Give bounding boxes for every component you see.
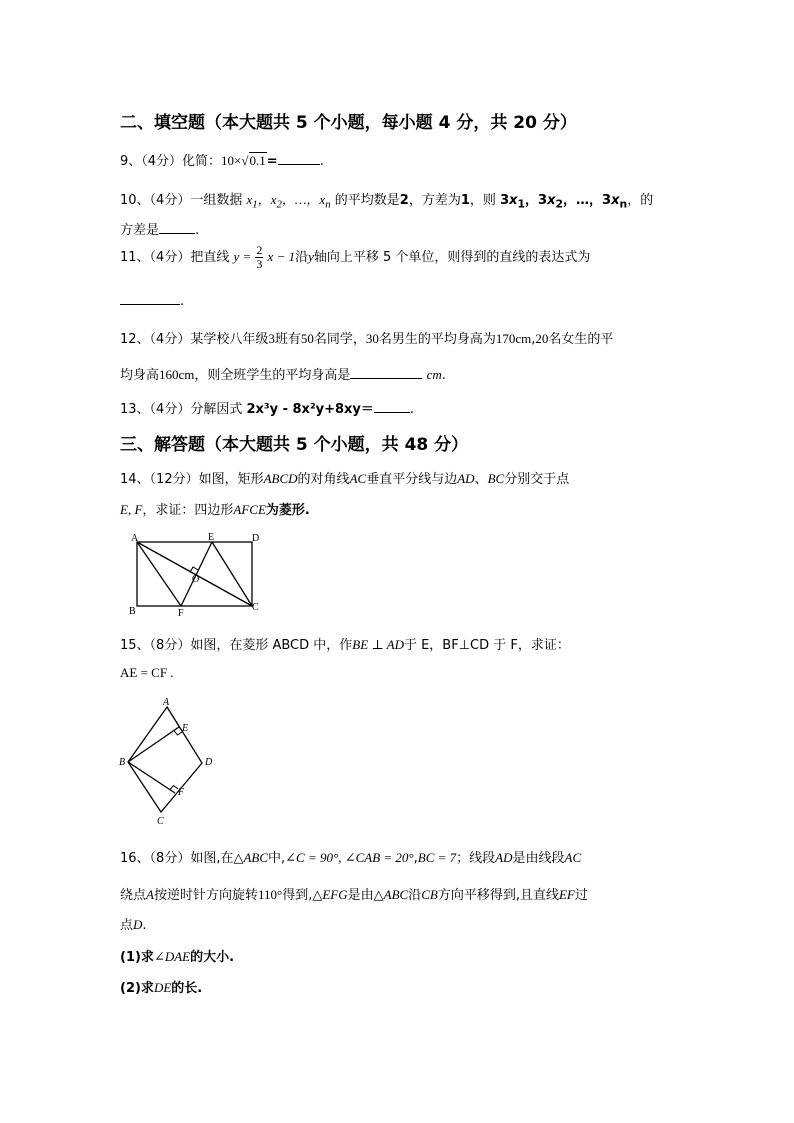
- q12-end: .: [441, 368, 446, 383]
- q16-p4: 是由线段: [512, 851, 565, 866]
- q16-tri: △ABC: [233, 850, 269, 865]
- q15-number: 15、（8分）如图，在菱形 ABCD 中，作: [120, 638, 353, 653]
- q14-p1: 的对角线: [297, 472, 350, 487]
- section-2-title: 二、填空题（本大题共 5 个小题，每小题 4 分，共 20 分）: [120, 113, 577, 133]
- q11-frac-den: 3: [256, 257, 263, 271]
- q16-ad: AD: [495, 850, 513, 865]
- question-16-part1: [120, 946, 234, 965]
- q12-n: 50: [300, 331, 314, 346]
- q12-p2: 名同学，: [313, 332, 366, 347]
- q15-line2: AE = CF .: [120, 665, 174, 680]
- q12-h1: 170cm: [495, 331, 532, 346]
- q15-label-f: F: [178, 787, 185, 798]
- q10-end: .: [195, 223, 200, 238]
- question-16-line3: [120, 914, 147, 933]
- q14-p5: 为菱形.: [265, 503, 310, 518]
- q13-expr: 2x³y - 8x²y+8xy＝: [246, 402, 374, 417]
- section-3-title: 三、解答题（本大题共 5 个小题，共 48 分）: [120, 435, 469, 455]
- q10-answer-blank[interactable]: [159, 221, 195, 234]
- q15-label-d: D: [205, 757, 213, 768]
- q13-end: .: [409, 402, 415, 417]
- q14-label-e: E: [208, 532, 215, 543]
- q10-data: $x_1$，$x_2$，…，$x_n$: [246, 192, 331, 211]
- question-16-line2: [120, 884, 588, 903]
- q9-number: 9、（4分）化简：: [120, 154, 222, 169]
- question-13: [120, 398, 414, 417]
- q16-l2f: 方向平移得到,且直线: [437, 888, 559, 903]
- q16-deg: 110°: [257, 887, 283, 902]
- q10-p1: 的平均数是: [334, 193, 400, 208]
- q14-bc: BC: [487, 471, 505, 486]
- q16-l3b: .: [142, 918, 147, 933]
- q14-ef: E, F: [120, 502, 143, 517]
- q16-sub2a: (2)求: [120, 981, 154, 996]
- q12-girls: 20: [535, 331, 549, 346]
- q16-p1: 中,: [268, 851, 286, 866]
- question-9: [120, 150, 324, 169]
- q13-number: 13、（4分）分解因式: [120, 402, 243, 417]
- q16-ac: AC: [564, 850, 582, 865]
- q11-p1: 沿: [295, 250, 309, 265]
- q9-eq: =: [266, 154, 278, 169]
- q11-end: .: [180, 294, 185, 309]
- q14-p2: 垂直平分线与边: [366, 472, 458, 487]
- q16-cb: CB: [421, 887, 438, 902]
- question-11-line2: [120, 292, 184, 309]
- q15-segment-bf: [128, 762, 175, 793]
- q10-line2: 方差是: [120, 223, 160, 238]
- q16-sub2b: 的长.: [171, 981, 203, 996]
- q14-label-b: B: [129, 606, 136, 616]
- q12-p3: 名男生的平均身高为: [378, 332, 496, 347]
- q12-unit: cm: [426, 367, 442, 382]
- q16-p2: ,: [413, 851, 418, 866]
- q14-ac: AC: [349, 471, 367, 486]
- q12-class: 3: [268, 331, 275, 346]
- q12-line2b: ，则全班学生的平均身高是: [194, 368, 351, 383]
- q10-p2: ，方差为: [408, 193, 461, 208]
- q15-label-b: B: [119, 757, 126, 768]
- question-14-line2: [120, 499, 310, 518]
- q14-abcd: ABCD: [263, 471, 298, 486]
- q9-answer-blank[interactable]: [278, 152, 320, 165]
- q11-fraction: [255, 244, 263, 271]
- q16-bc: BC = 7: [417, 850, 457, 865]
- q16-number: 16、（8分）如图,在: [120, 851, 234, 866]
- q14-label-o: O: [192, 574, 200, 585]
- q12-boys: 30: [365, 331, 379, 346]
- q15-p1: 于 E，BF⊥CD 于 F，求证：: [403, 638, 570, 653]
- q14-label-a: A: [131, 533, 139, 544]
- q11-frac-num: 2: [256, 243, 263, 257]
- q16-l2c: 得到,: [282, 888, 313, 903]
- q11-y-eq: y =: [233, 249, 252, 264]
- q16-sub1b: 的大小.: [190, 950, 235, 965]
- q14-p3: 分别交于点: [504, 472, 570, 487]
- q16-sub1a: (1)求: [120, 950, 154, 965]
- q16-efg: △EFG: [312, 887, 348, 902]
- q12-h2: 160cm: [159, 367, 195, 382]
- q9-end: .: [319, 154, 324, 169]
- q10-transformed: $3x_1$，$3x_2$，…，$3x_n$: [500, 193, 628, 211]
- question-12-line2: [120, 364, 446, 383]
- q16-angles: ∠C = 90°, ∠CAB = 20°: [285, 850, 414, 865]
- question-16-part2: [120, 977, 202, 996]
- question-15: [120, 634, 570, 653]
- q16-d: D: [133, 917, 143, 932]
- question-14: [120, 468, 569, 487]
- q16-ef: EF: [558, 887, 575, 902]
- q14-label-d: D: [252, 533, 260, 544]
- q16-l3a: 点: [120, 918, 134, 933]
- q10-number: 10、（4分）一组数据: [120, 193, 243, 208]
- q15-label-c: C: [157, 816, 164, 827]
- q12-p1: 班有: [274, 332, 301, 347]
- q12-p4: ,: [531, 332, 536, 347]
- q11-p2: 轴向上平移 5 个单位，则得到的直线的表达式为: [313, 250, 591, 265]
- q15-right-angle-f: [170, 786, 178, 790]
- q16-l2g: 过: [574, 888, 588, 903]
- q14-ad: AD: [457, 471, 475, 486]
- q16-p3: ；线段: [456, 851, 496, 866]
- q10-mean: 2: [399, 193, 409, 208]
- question-12: [120, 328, 613, 347]
- q16-tri2: △ABC: [373, 887, 409, 902]
- q14-rectangle-figure: [126, 530, 262, 616]
- q12-answer-blank[interactable]: [350, 366, 422, 379]
- q16-a: A: [146, 887, 154, 902]
- q15-right-angle-e: [174, 731, 182, 736]
- q14-afce: AFCE: [233, 502, 266, 517]
- q16-l2b: 按逆时针方向旋转: [153, 888, 258, 903]
- q14-p4: ，求证：四边形: [142, 503, 234, 518]
- q11-answer-blank[interactable]: [120, 292, 180, 305]
- q12-line2a: 均身高: [120, 368, 160, 383]
- q15-rhombus-abcd: [128, 707, 202, 812]
- q14-number: 14、（12分）如图，矩形: [120, 472, 264, 487]
- q9-radicand: 0.1: [249, 153, 266, 168]
- q12-number: 12、（4分）某学校八年级: [120, 332, 269, 347]
- q15-label-a: A: [163, 697, 170, 708]
- q14-segment-af: [137, 542, 181, 606]
- q16-dae: ∠DAE: [153, 949, 191, 964]
- q11-axis: y: [308, 249, 314, 264]
- question-15-line2: [120, 665, 174, 681]
- q11-number: 11、（4分）把直线: [120, 250, 230, 265]
- q13-answer-blank[interactable]: [374, 400, 410, 413]
- q15-label-e: E: [182, 723, 189, 734]
- q14-label-f: F: [178, 608, 184, 616]
- q10-var: 1: [460, 193, 470, 208]
- q10-p4: ，的: [627, 193, 654, 208]
- q15-segment-be: [128, 727, 179, 762]
- q15-rhombus-figure: [115, 695, 221, 827]
- q14-label-c: C: [252, 602, 259, 613]
- q10-p3: ，则: [469, 193, 496, 208]
- q9-sqrt: √0.1: [241, 153, 266, 168]
- q14-segment-ec: [212, 542, 252, 606]
- question-10: [120, 189, 653, 211]
- q16-l2a: 绕点: [120, 888, 147, 903]
- q16-l2e: 沿: [408, 888, 422, 903]
- q16-de: DE: [153, 980, 172, 995]
- q16-l2d: 是由: [347, 888, 374, 903]
- q9-expr: 10×: [221, 153, 242, 168]
- question-16: [120, 847, 581, 866]
- q15-be: BE ⊥ AD: [352, 637, 404, 652]
- q11-rest: x − 1: [267, 249, 296, 264]
- question-11: [120, 244, 590, 271]
- question-10-line2: [120, 219, 199, 238]
- q14-sep: 、: [474, 472, 488, 487]
- q12-p5: 名女生的平: [548, 332, 614, 347]
